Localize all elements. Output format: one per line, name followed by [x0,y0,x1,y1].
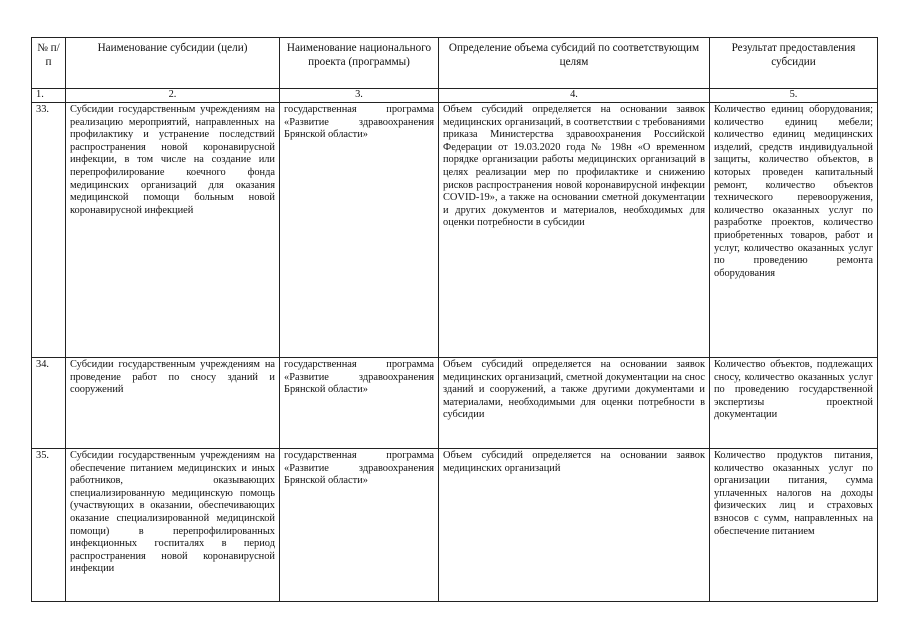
column-index: 3. [280,89,439,103]
subsidy-name-cell: Субсидии государственным учреждениям на проведение работ по сносу зданий и сооружений [66,358,280,449]
column-index: 5. [710,89,878,103]
subsidy-name-cell: Субсидии государственным учреждениям на реализацию мероприятий, направленных на профилактику и устранение последствий распространения новой коронавирусной инфекции, в том числе на создание или перепрофилирование коечного фонда медицинских организаций для оказания медицинской помощи больным новой коронавирусной инфекцией [66,103,280,358]
header-subsidy-name: Наименование субсидии (цели) [66,38,280,89]
result-cell: Количество объектов, подлежащих сносу, количество оказанных услуг по проведению государственной экспертизы проектной документации [710,358,878,449]
header-volume: Определение объема субсидий по соответствующим целям [439,38,710,89]
table-row [32,358,878,449]
subsidy-name-cell: Субсидии государственным учреждениям на обеспечение питанием медицинских и иных работников, оказывающих специализированную медицинскую помощь (участвующих в оказании, обеспечивающих оказание специализированной медицинской помощи) в перепрофилированных инфекционных госпиталях в период распространения новой коронавирусной инфекции [66,449,280,602]
program-cell: государственная программа «Развитие здравоохранения Брянской области» [280,103,439,358]
row-number: 35. [32,449,66,602]
subsidy-table [31,37,878,602]
table-row [32,103,878,358]
program-cell: государственная программа «Развитие здравоохранения Брянской области» [280,449,439,602]
row-number: 34. [32,358,66,449]
header-result: Результат предоставления субсидии [710,38,878,89]
volume-cell: Объем субсидий определяется на основании заявок медицинских организаций, сметной документации на снос зданий и сооружений, а также другими документами и материалами, необходимыми для оценки потребности в субсидии [439,358,710,449]
column-index: 2. [66,89,280,103]
program-cell: государственная программа «Развитие здравоохранения Брянской области» [280,358,439,449]
column-index: 4. [439,89,710,103]
result-cell: Количество продуктов питания, количество оказанных услуг по организации питания, сумма уплаченных налогов на доходы физических лиц и страховых взносов с сумм, направленных на обеспечение питанием [710,449,878,602]
header-num: № п/п [32,38,66,89]
table-header-row [32,38,878,89]
column-index: 1. [32,89,66,103]
row-number: 33. [32,103,66,358]
table-row [32,449,878,602]
result-cell: Количество единиц оборудования; количество единиц мебели; количество единиц медицинских изделий, средств индивидуальной защиты, количество объектов, в которых проведен капитальный ремонт, количество объектов технического перевооружения, количество оказанных услуг по разработке проектов, количество приобретенных товаров, работ и услуг, количество оказанных услуг по проведению ремонта оборудования [710,103,878,358]
column-index-row [32,89,878,103]
volume-cell: Объем субсидий определяется на основании заявок медицинских организаций, в соответствии с требованиями приказа Министерства здравоохранения Российской Федерации от 19.03.2020 года № 198н «О временном порядке организации работы медицинских организаций в целях реализации мер по профилактике и снижению рисков распространения новой коронавирусной инфекции COVID-19», а также на основании сметной документации и других документов и материалов, необходимых для оценки потребности в субсидии [439,103,710,358]
header-project-name: Наименование национального проекта (программы) [280,38,439,89]
volume-cell: Объем субсидий определяется на основании заявок медицинских организаций [439,449,710,602]
